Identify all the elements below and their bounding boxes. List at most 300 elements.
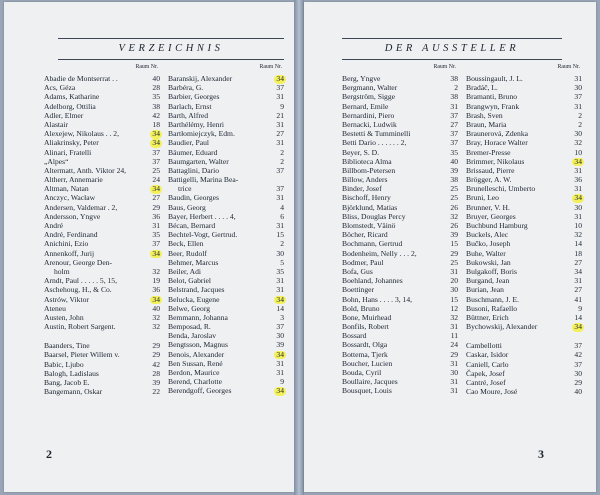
section-gap bbox=[44, 331, 160, 341]
index-entry bbox=[466, 341, 582, 350]
room-number-text: 9 bbox=[578, 303, 582, 313]
exhibitor-name: Buckels, Alec bbox=[466, 230, 509, 240]
room-number-text: 32 bbox=[152, 322, 160, 332]
exhibitor-name: Benda, Jaroslav bbox=[168, 331, 217, 341]
room-number-text: 14 bbox=[574, 312, 582, 322]
room-number-text: 31 bbox=[574, 101, 582, 111]
room-number bbox=[564, 230, 582, 239]
index-entry bbox=[466, 193, 582, 202]
exhibitor-name: Altman, Natan bbox=[44, 184, 89, 194]
room-number bbox=[142, 378, 160, 387]
exhibitor-name: Bäumer, Eduard bbox=[168, 147, 218, 157]
room-number-text: 21 bbox=[276, 110, 284, 120]
exhibitor-name: André, Ferdinand bbox=[44, 230, 98, 240]
exhibitor-name: Barthélémy, Henri bbox=[168, 119, 225, 129]
exhibitor-name: Bold, Bruno bbox=[342, 303, 380, 313]
room-number-text: 32 bbox=[450, 312, 458, 322]
room-number-text: 37 bbox=[152, 147, 160, 157]
index-entry bbox=[342, 368, 458, 377]
room-number bbox=[142, 230, 160, 239]
room-number bbox=[266, 138, 284, 147]
index-entry bbox=[168, 92, 284, 101]
room-number-text: 31 bbox=[450, 266, 458, 276]
room-number bbox=[440, 322, 458, 331]
room-number bbox=[440, 350, 458, 359]
room-number bbox=[440, 102, 458, 111]
room-number bbox=[142, 175, 160, 184]
index-entry bbox=[44, 157, 160, 166]
index-entry bbox=[44, 166, 160, 175]
room-number-text: 42 bbox=[152, 359, 160, 369]
exhibitor-name: Baranskij, Alexander bbox=[168, 74, 233, 83]
room-number bbox=[266, 230, 284, 239]
exhibitor-name: Adelborg, Ottilia bbox=[44, 101, 96, 111]
index-entry bbox=[466, 138, 582, 147]
room-number-text: 31 bbox=[574, 276, 582, 286]
room-number bbox=[564, 341, 582, 350]
room-number bbox=[266, 120, 284, 129]
room-number bbox=[142, 313, 160, 322]
index-entry bbox=[342, 322, 458, 331]
room-number-text: 9 bbox=[280, 377, 284, 387]
room-number bbox=[440, 138, 458, 147]
room-number bbox=[440, 148, 458, 157]
exhibitor-name: Burgand, Jean bbox=[466, 276, 510, 286]
room-number-text: 42 bbox=[574, 350, 582, 360]
index-entry bbox=[466, 157, 582, 166]
room-number-text: 40 bbox=[152, 303, 160, 313]
exhibitor-name: Baudier, Paul bbox=[168, 138, 210, 148]
room-number bbox=[266, 212, 284, 221]
room-number bbox=[266, 368, 284, 377]
room-number-text: 32 bbox=[574, 230, 582, 240]
room-number bbox=[266, 157, 284, 166]
room-number-text: 37 bbox=[450, 129, 458, 139]
room-number bbox=[440, 166, 458, 175]
room-number bbox=[440, 193, 458, 202]
index-entry bbox=[44, 276, 160, 285]
index-entry bbox=[168, 193, 284, 202]
room-number bbox=[440, 313, 458, 322]
room-number bbox=[440, 359, 458, 368]
room-number-text: 31 bbox=[574, 165, 582, 175]
exhibitor-name: Bernardini, Piero bbox=[342, 110, 395, 120]
index-entry bbox=[342, 157, 458, 166]
exhibitor-name: Caniell, Carlo bbox=[466, 359, 509, 369]
room-number bbox=[266, 377, 284, 386]
room-number bbox=[440, 368, 458, 377]
index-entry bbox=[342, 377, 458, 386]
room-number bbox=[266, 102, 284, 111]
index-entry bbox=[342, 92, 458, 101]
room-number bbox=[564, 350, 582, 359]
index-entry bbox=[466, 230, 582, 239]
index-entry bbox=[168, 83, 284, 92]
index-entry bbox=[466, 360, 582, 369]
highlighted-room-number: 34 bbox=[276, 294, 284, 304]
room-number bbox=[564, 138, 582, 147]
room-number bbox=[266, 276, 284, 285]
room-number bbox=[266, 74, 284, 84]
exhibitor-name: Böcher, Ricard bbox=[342, 230, 388, 240]
index-entry bbox=[44, 138, 160, 147]
book-gutter bbox=[294, 0, 304, 495]
highlighted-room-number: 34 bbox=[152, 248, 160, 258]
room-number-text: 24 bbox=[450, 340, 458, 350]
highlighted-room-number: 34 bbox=[574, 193, 582, 203]
index-entry bbox=[466, 212, 582, 221]
room-number bbox=[266, 221, 284, 230]
room-number bbox=[564, 184, 582, 193]
room-number-text: 18 bbox=[574, 248, 582, 258]
index-entry bbox=[44, 304, 160, 313]
room-number-text: 39 bbox=[450, 165, 458, 175]
exhibitor-name: Balogh, Ladislaus bbox=[44, 368, 99, 378]
room-number-text: 30 bbox=[574, 202, 582, 212]
room-number bbox=[266, 111, 284, 120]
exhibitor-name: „Alpes“ bbox=[44, 156, 69, 166]
exhibitor-name: Beiler, Adi bbox=[168, 266, 202, 276]
exhibitor-name: Boullaire, Jacques bbox=[342, 377, 398, 387]
exhibitor-name: Boussingault, J. L. bbox=[466, 74, 523, 83]
room-number bbox=[266, 359, 284, 368]
exhibitor-name: Bousquet, Louis bbox=[342, 386, 392, 396]
index-entry bbox=[466, 378, 582, 387]
index-entry bbox=[44, 203, 160, 212]
room-number-text: 30 bbox=[276, 248, 284, 258]
room-number-text: 37 bbox=[276, 165, 284, 175]
room-number-text: 4 bbox=[280, 202, 284, 212]
room-number bbox=[440, 258, 458, 267]
room-column-header: Raum Nr. bbox=[135, 64, 158, 70]
exhibitor-name: Aliakrinsky, Peter bbox=[44, 138, 99, 148]
room-number bbox=[564, 387, 582, 396]
index-entry bbox=[168, 239, 284, 248]
room-number bbox=[142, 239, 160, 248]
room-number bbox=[142, 360, 160, 369]
exhibitor-name: André bbox=[44, 221, 63, 230]
room-number bbox=[564, 369, 582, 378]
room-number bbox=[266, 129, 284, 138]
room-number bbox=[564, 221, 582, 230]
exhibitor-name: Barth, Alfred bbox=[168, 110, 209, 120]
room-number bbox=[440, 221, 458, 230]
room-number bbox=[142, 184, 160, 194]
index-entry bbox=[168, 386, 284, 395]
room-number-text: 37 bbox=[574, 341, 582, 351]
page-number-left: 2 bbox=[46, 447, 52, 461]
highlighted-room-number: 34 bbox=[152, 184, 160, 194]
room-number-text: 35 bbox=[276, 266, 284, 276]
index-entry bbox=[342, 285, 458, 294]
room-number-text: 9 bbox=[280, 101, 284, 111]
room-number bbox=[142, 304, 160, 313]
room-number-text: 2 bbox=[280, 156, 284, 166]
room-number bbox=[266, 249, 284, 258]
index-entry bbox=[342, 340, 458, 349]
exhibitor-name: Brögger, A. W. bbox=[466, 175, 512, 185]
index-entry bbox=[342, 138, 458, 147]
room-number bbox=[266, 304, 284, 313]
index-entry bbox=[342, 386, 458, 395]
room-number-text: 10 bbox=[574, 221, 582, 230]
room-number-text: 37 bbox=[152, 239, 160, 249]
index-entry bbox=[342, 193, 458, 202]
index-column-2 bbox=[168, 63, 284, 396]
index-entry bbox=[168, 340, 284, 349]
room-number-text: 18 bbox=[152, 119, 160, 129]
room-number-text: 35 bbox=[152, 92, 160, 102]
room-number bbox=[564, 166, 582, 175]
room-number-text: 30 bbox=[450, 368, 458, 377]
index-entry bbox=[168, 111, 284, 120]
room-number bbox=[142, 74, 160, 83]
room-number bbox=[564, 304, 582, 313]
exhibitor-name: Bossard bbox=[342, 331, 367, 341]
index-entry bbox=[466, 276, 582, 285]
room-number-text: 30 bbox=[574, 129, 582, 139]
room-number-text: 32 bbox=[574, 138, 582, 148]
room-number-text: 31 bbox=[276, 138, 284, 148]
index-entry bbox=[466, 295, 582, 304]
index-entry bbox=[466, 350, 582, 359]
room-number bbox=[266, 313, 284, 322]
exhibitor-name: Braun, Maria bbox=[466, 119, 507, 129]
index-entry bbox=[168, 322, 284, 331]
room-number-text: 26 bbox=[450, 202, 458, 212]
index-entry bbox=[168, 212, 284, 221]
room-number bbox=[440, 157, 458, 166]
room-number bbox=[564, 74, 582, 83]
exhibitor-name: Beck, Ellen bbox=[168, 239, 204, 249]
room-number bbox=[564, 360, 582, 369]
exhibitor-name: Buschmann, J. E. bbox=[466, 294, 519, 304]
exhibitor-name: Alexejew, Nikolaus . . 2, bbox=[44, 129, 120, 139]
room-number-text: 2 bbox=[578, 119, 582, 129]
room-number bbox=[564, 157, 582, 167]
room-number-text: 29 bbox=[450, 248, 458, 258]
index-entry bbox=[466, 285, 582, 294]
exhibitor-name: Beer, Rudolf bbox=[168, 248, 207, 258]
index-entry bbox=[168, 267, 284, 276]
room-number-text: 31 bbox=[276, 119, 284, 129]
room-number bbox=[440, 212, 458, 221]
highlighted-room-number: 34 bbox=[276, 349, 284, 359]
room-number-text: 19 bbox=[152, 276, 160, 286]
room-number bbox=[142, 267, 160, 276]
index-entry bbox=[44, 148, 160, 157]
index-entry bbox=[44, 184, 160, 193]
room-number-text: 37 bbox=[276, 322, 284, 332]
index-entry bbox=[44, 212, 160, 221]
exhibitor-name: Baus, Georg bbox=[168, 202, 206, 212]
room-column-header: Raum Nr. bbox=[433, 64, 456, 70]
room-number bbox=[142, 120, 160, 129]
exhibitor-name: Billbom-Petersen bbox=[342, 165, 396, 175]
index-entry bbox=[342, 102, 458, 111]
index-entry bbox=[466, 175, 582, 184]
room-number bbox=[564, 129, 582, 138]
room-number bbox=[142, 322, 160, 331]
exhibitor-name: Baarsel, Pieter Willem v. bbox=[44, 350, 120, 360]
exhibitor-name: Babic, Ljubo bbox=[44, 359, 84, 369]
index-entry bbox=[168, 184, 284, 193]
exhibitor-name: Čapek, Josef bbox=[466, 368, 505, 378]
room-number-text: 31 bbox=[276, 221, 284, 230]
index-entry bbox=[168, 148, 284, 157]
index-entry bbox=[168, 157, 284, 166]
exhibitor-name: Bangemann, Oskar bbox=[44, 387, 103, 397]
room-number bbox=[564, 175, 582, 184]
index-entry bbox=[466, 304, 582, 313]
room-number-text: 25 bbox=[450, 184, 458, 194]
exhibitor-name: Brash, Sven bbox=[466, 110, 503, 120]
index-entry bbox=[44, 285, 160, 294]
exhibitor-name: Behmer, Marcus bbox=[168, 257, 219, 267]
room-number-text: 31 bbox=[276, 276, 284, 286]
exhibitor-name: Altermatt, Anth. Viktor 24, bbox=[44, 165, 127, 175]
index-entry bbox=[44, 378, 160, 387]
index-entry bbox=[342, 74, 458, 83]
room-number-text: 14 bbox=[276, 303, 284, 313]
room-number-text: 31 bbox=[450, 322, 458, 332]
room-number-text: 22 bbox=[152, 387, 160, 397]
room-number-text: 37 bbox=[276, 83, 284, 93]
room-number bbox=[266, 148, 284, 157]
index-entry bbox=[466, 387, 582, 396]
exhibitor-name: Benois, Alexander bbox=[168, 349, 225, 359]
room-number-text: 27 bbox=[450, 119, 458, 129]
right-page bbox=[304, 2, 596, 492]
index-entry bbox=[466, 166, 582, 175]
room-number bbox=[564, 239, 582, 248]
index-entry bbox=[342, 212, 458, 221]
exhibitor-name: Bischoff, Henry bbox=[342, 193, 391, 203]
exhibitor-name: Brunner, V. H. bbox=[466, 202, 510, 212]
room-number-text: 31 bbox=[276, 358, 284, 368]
room-number bbox=[266, 267, 284, 276]
room-number-text: 31 bbox=[450, 101, 458, 111]
index-entry bbox=[342, 359, 458, 368]
exhibitor-name: Aschehoug, H., & Co. bbox=[44, 285, 112, 295]
room-number bbox=[440, 175, 458, 184]
room-number-text: 28 bbox=[152, 83, 160, 93]
room-number bbox=[564, 203, 582, 212]
exhibitor-name: Bartłomiejczyk, Edm. bbox=[168, 129, 235, 139]
room-number bbox=[440, 129, 458, 138]
index-entry bbox=[466, 184, 582, 193]
index-entry bbox=[44, 387, 160, 396]
exhibitor-name: Bernacki, Ludwik bbox=[342, 119, 397, 129]
index-entry bbox=[342, 166, 458, 175]
index-entry bbox=[168, 102, 284, 111]
room-number-text: 37 bbox=[450, 110, 458, 120]
index-entry bbox=[466, 83, 582, 92]
exhibitor-name: Adler, Elmer bbox=[44, 110, 84, 120]
highlighted-room-number: 34 bbox=[276, 74, 284, 83]
room-number bbox=[564, 148, 582, 157]
index-entry bbox=[44, 74, 160, 83]
room-number-text: 30 bbox=[574, 83, 582, 93]
exhibitor-name: Berg, Yngve bbox=[342, 74, 381, 83]
room-number bbox=[564, 249, 582, 258]
room-number bbox=[266, 386, 284, 396]
index-entry bbox=[168, 166, 284, 175]
exhibitor-name: trice bbox=[178, 184, 192, 194]
room-number-text: 32 bbox=[450, 211, 458, 221]
room-number bbox=[142, 276, 160, 285]
index-column-4 bbox=[466, 63, 582, 396]
index-entry bbox=[168, 175, 284, 184]
room-number bbox=[266, 184, 284, 193]
exhibitor-name: Andersson, Yngve bbox=[44, 211, 101, 221]
room-number-text: 25 bbox=[152, 165, 160, 175]
room-number-text: 31 bbox=[574, 184, 582, 194]
exhibitor-name: Brimmer, Nikolaus bbox=[466, 156, 525, 166]
exhibitor-name: Burian, Jean bbox=[466, 285, 504, 295]
room-number bbox=[564, 322, 582, 332]
room-number bbox=[266, 331, 284, 340]
index-entry bbox=[44, 360, 160, 369]
room-number bbox=[440, 92, 458, 101]
room-number bbox=[440, 230, 458, 239]
index-entry bbox=[44, 267, 160, 276]
index-entry bbox=[466, 120, 582, 129]
highlighted-room-number: 34 bbox=[276, 386, 284, 396]
highlighted-room-number: 34 bbox=[152, 294, 160, 304]
room-number bbox=[142, 92, 160, 101]
room-number-text: 30 bbox=[574, 368, 582, 378]
room-number bbox=[564, 378, 582, 387]
index-entry bbox=[168, 230, 284, 239]
exhibitor-name: Betti Dario . . . . . . 2, bbox=[342, 138, 407, 148]
room-number-text: 38 bbox=[450, 175, 458, 185]
page-heading-left: VERZEICHNIS bbox=[58, 38, 284, 60]
room-number bbox=[440, 340, 458, 349]
room-number bbox=[266, 340, 284, 349]
room-number bbox=[142, 83, 160, 92]
exhibitor-name: Baanders, Tine bbox=[44, 341, 90, 351]
room-number bbox=[440, 184, 458, 193]
exhibitor-name: Berdon, Maurice bbox=[168, 368, 220, 377]
exhibitor-name: Caskar, Isidor bbox=[466, 350, 509, 360]
exhibitor-name: Abadie de Montserrat . . bbox=[44, 74, 118, 83]
index-entry bbox=[44, 313, 160, 322]
index-entry bbox=[168, 359, 284, 368]
index-entry bbox=[168, 249, 284, 258]
index-entry bbox=[342, 267, 458, 276]
room-number bbox=[142, 387, 160, 396]
index-entry bbox=[466, 369, 582, 378]
index-entry bbox=[44, 295, 160, 304]
index-entry bbox=[44, 230, 160, 239]
exhibitor-name: Bechtel-Vogt, Gertrud. bbox=[168, 230, 238, 240]
room-number-text: 34 bbox=[574, 266, 582, 276]
exhibitor-name: Andersen, Valdemar . 2, bbox=[44, 202, 118, 212]
exhibitor-name: Bray, Horace Walter bbox=[466, 138, 528, 148]
index-entry bbox=[342, 120, 458, 129]
room-number-text: 29 bbox=[152, 202, 160, 212]
room-number bbox=[440, 295, 458, 304]
room-number-text: 27 bbox=[276, 129, 284, 139]
index-entry bbox=[44, 249, 160, 258]
room-number-text: 35 bbox=[152, 230, 160, 240]
index-entry bbox=[342, 175, 458, 184]
room-number-text: 40 bbox=[574, 387, 582, 397]
room-number-text: 37 bbox=[574, 359, 582, 369]
index-entry bbox=[168, 304, 284, 313]
room-number-text: 29 bbox=[574, 378, 582, 387]
